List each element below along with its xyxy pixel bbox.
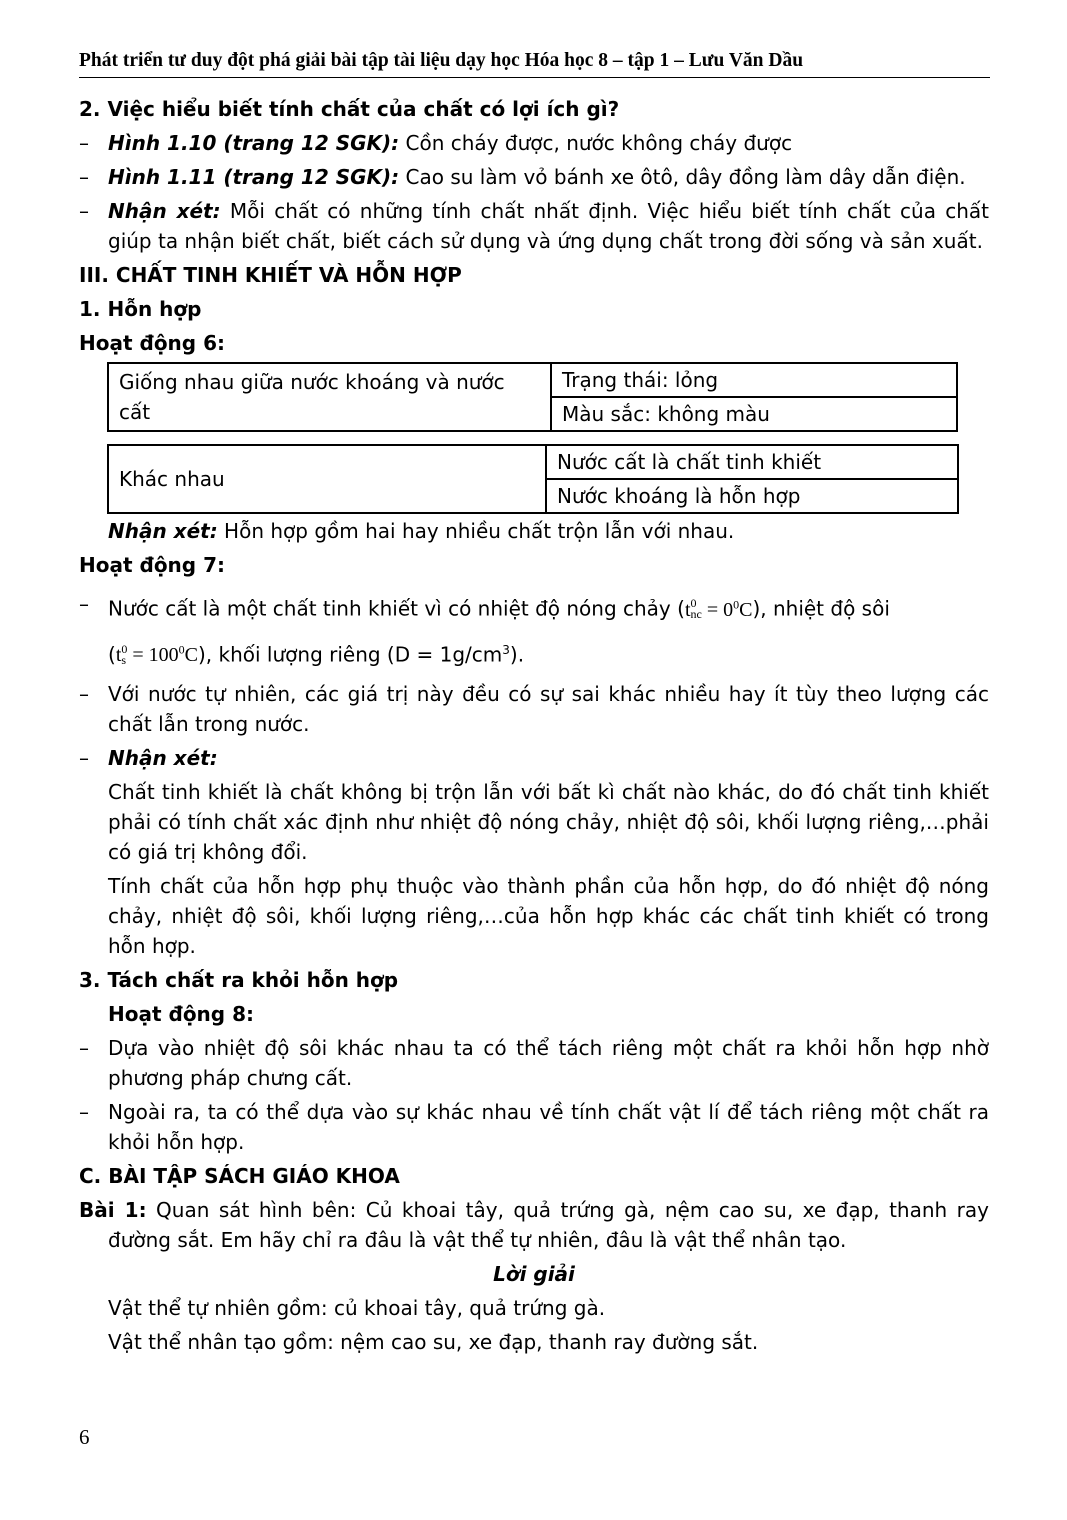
section-2-heading: 2. Việc hiểu biết tính chất của chất có lợi ích gì? <box>79 97 620 121</box>
page-content <box>79 94 989 1357</box>
text-fragment: ), nhiệt độ sôi <box>752 596 890 621</box>
list-item-text: Với nước tự nhiên, các giá trị này đều có sự sai khác nhiều hay ít tùy theo lượng các chất lẫn trong nước. <box>108 682 989 737</box>
math-unit: C <box>739 598 753 621</box>
list-item-natural-water <box>79 679 989 739</box>
page-number: 6 <box>79 1425 90 1449</box>
text-fragment: ). <box>509 642 525 667</box>
list-item-nhan-xet-2 <box>79 743 989 773</box>
similarity-row-1: Trạng thái: lỏng <box>551 363 957 397</box>
dash-bullet: – <box>79 592 89 616</box>
similarity-table <box>107 362 958 432</box>
dash-bullet: – <box>79 165 89 189</box>
remark-label: Nhận xét: <box>108 746 218 771</box>
math-index <box>691 598 702 620</box>
melting-point-formula <box>684 596 753 622</box>
math-sup: 0 <box>690 596 697 611</box>
text-fragment: ), khối lượng riêng (D = 1g/cm <box>198 642 503 667</box>
math-value: = 0 <box>701 598 734 621</box>
remark-text: Hỗn hợp gồm hai hay nhiều chất trộn lẫn với nhau. <box>217 519 735 543</box>
text-fragment: ( <box>108 642 116 667</box>
dash-bullet: – <box>79 131 89 155</box>
subsection-3-heading: 3. Tách chất ra khỏi hỗn hợp <box>79 968 399 993</box>
list-item-distillation <box>79 1033 989 1093</box>
list-item-text: Dựa vào nhiệt độ sôi khác nhau ta có thể tách riêng một chất ra khỏi hỗn hợp nhờ phương pháp chưng cất. <box>108 1036 989 1091</box>
remark-paragraph-1: Chất tinh khiết là chất không bị trộn lẫn với bất kì chất nào khác, do đó chất tinh khiết phải có tính chất xác định như nhiệt độ nóng chảy, nhiệt độ sôi, khối lượng riêng,…phải có giá trị không đổi. <box>108 780 989 865</box>
math-sup: 0 <box>121 641 128 656</box>
header-rule <box>79 77 990 78</box>
math-sub: nc <box>690 607 702 622</box>
difference-label-cell: Khác nhau <box>108 445 546 513</box>
exercise-1 <box>79 1195 989 1255</box>
difference-table <box>107 444 959 514</box>
list-item-distilled-water <box>79 584 989 675</box>
remark-label: Nhận xét: <box>108 519 218 543</box>
subsection-1-heading: 1. Hỗn hợp <box>79 297 202 321</box>
remark-mixture <box>79 516 989 546</box>
section-III-heading: III. CHẤT TINH KHIẾT VÀ HỖN HỢP <box>79 263 462 287</box>
figure-ref-label: Hình 1.11 (trang 12 SGK): <box>108 165 400 189</box>
boiling-point-formula <box>115 641 198 667</box>
math-degree: 0 <box>733 597 740 611</box>
solution-heading: Lời giải <box>493 1262 575 1287</box>
math-value: = 100 <box>127 644 179 667</box>
exercise-label: Bài 1: <box>79 1198 147 1223</box>
math-sub: s <box>121 652 127 667</box>
list-item-hinh-1-10 <box>79 128 989 158</box>
answer-line-2: Vật thể nhân tạo gồm: nệm cao su, xe đạp, thanh ray đường sắt. <box>108 1330 759 1355</box>
answer-line-1: Vật thể tự nhiên gồm: củ khoai tây, quả trứng gà. <box>108 1296 606 1321</box>
list-item-physical-props <box>79 1097 989 1157</box>
math-symbol: t <box>684 598 691 621</box>
math-index <box>121 641 128 667</box>
activity-7-heading: Hoạt động 7: <box>79 553 225 577</box>
dash-bullet: – <box>79 1036 89 1061</box>
text-fragment: Nước cất là một chất tinh khiết vì có nhiệt độ nóng chảy ( <box>108 596 685 621</box>
remark-text: Mỗi chất có những tính chất nhất định. Việc hiểu biết tính chất của chất giúp ta nhận biết chất, biết cách sử dụng và ứng dụng chất trong đời sống và sản xuất. <box>108 199 990 253</box>
exercise-text: Quan sát hình bên: Củ khoai tây, quả trứng gà, nệm cao su, xe đạp, thanh ray đường sắt. Em hãy chỉ ra đâu là vật thể tự nhiên, đâu là vật thể nhân tạo. <box>108 1198 989 1253</box>
math-sup: 3 <box>502 642 510 657</box>
dash-bullet: – <box>79 1100 89 1125</box>
activity-8-heading: Hoạt động 8: <box>108 1002 254 1027</box>
list-item-text: Cao su làm vỏ bánh xe ôtô, dây đồng làm dây dẫn điện. <box>399 165 966 189</box>
section-C-heading: C. BÀI TẬP SÁCH GIÁO KHOA <box>79 1164 400 1189</box>
math-symbol: t <box>115 644 122 667</box>
list-item-hinh-1-11 <box>79 162 989 192</box>
similarity-row-2: Màu sắc: không màu <box>551 397 957 431</box>
list-item-nhan-xet <box>79 196 989 256</box>
running-header: Phát triển tư duy đột phá giải bài tập tài liệu dạy học Hóa học 8 – tập 1 – Lưu Văn Dầu <box>79 50 804 71</box>
remark-label: Nhận xét: <box>108 199 221 223</box>
activity-6-heading: Hoạt động 6: <box>79 331 225 355</box>
math-degree: 0 <box>178 642 185 657</box>
dash-bullet: – <box>79 682 89 707</box>
list-item-text: Cồn cháy được, nước không cháy được <box>399 131 793 155</box>
remark-paragraph-2: Tính chất của hỗn hợp phụ thuộc vào thành phần của hỗn hợp, do đó nhiệt độ nóng chảy, nhiệt độ sôi, khối lượng riêng,…của hỗn hợp khác các chất tinh khiết có trong hỗn hợp. <box>108 874 989 959</box>
similarity-label-cell: Giống nhau giữa nước khoáng và nước cất <box>108 363 551 431</box>
difference-row-2: Nước khoáng là hỗn hợp <box>546 479 958 513</box>
difference-row-1: Nước cất là chất tinh khiết <box>546 445 958 479</box>
figure-ref-label: Hình 1.10 (trang 12 SGK): <box>108 131 400 155</box>
dash-bullet: – <box>79 746 89 771</box>
math-unit: C <box>184 644 198 667</box>
dash-bullet: – <box>79 199 89 223</box>
list-item-text: Ngoài ra, ta có thể dựa vào sự khác nhau về tính chất vật lí để tách riêng một chất ra khỏi hỗn hợp. <box>108 1100 989 1155</box>
